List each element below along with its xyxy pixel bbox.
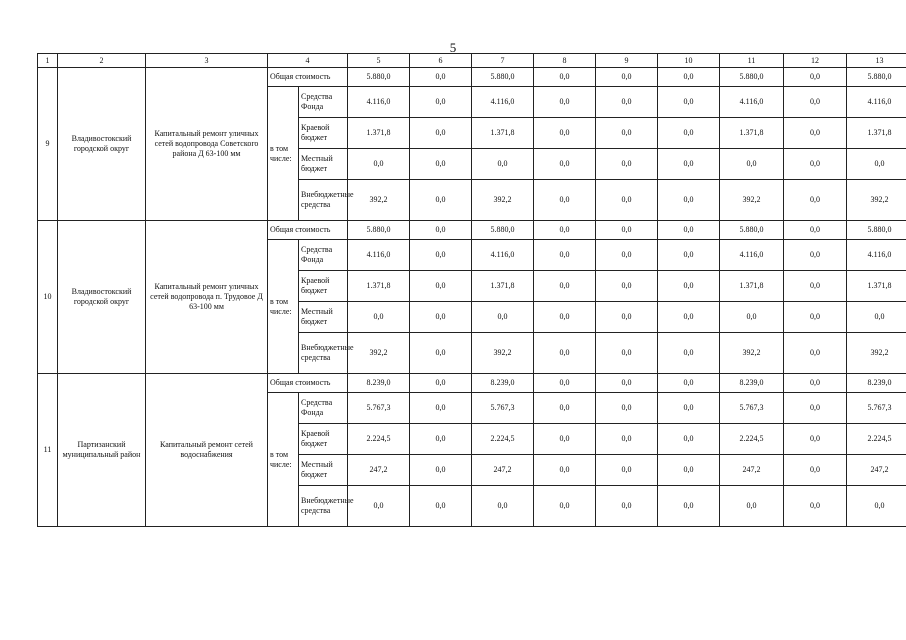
value-cell: 5.880,0 xyxy=(720,68,784,87)
value-cell: 8.239,0 xyxy=(348,374,410,393)
including-label: в том числе: xyxy=(268,393,299,527)
value-cell: 0,0 xyxy=(720,486,784,527)
project-name: Капитальный ремонт уличных сетей водопровода п. Трудовое Д 63-100 мм xyxy=(146,221,268,374)
value-cell: 0,0 xyxy=(596,393,658,424)
value-cell: 0,0 xyxy=(658,424,720,455)
value-cell: 0,0 xyxy=(784,302,847,333)
column-number: 8 xyxy=(534,54,596,68)
funding-source-label: Средства Фонда xyxy=(299,87,348,118)
value-cell: 0,0 xyxy=(534,180,596,221)
including-label: в том числе: xyxy=(268,87,299,221)
value-cell: 392,2 xyxy=(472,180,534,221)
municipality-name: Партизанский муниципальный район xyxy=(58,374,146,527)
value-cell: 392,2 xyxy=(472,333,534,374)
value-cell: 0,0 xyxy=(410,486,472,527)
column-number: 13 xyxy=(847,54,906,68)
value-cell: 0,0 xyxy=(658,333,720,374)
value-cell: 0,0 xyxy=(658,149,720,180)
value-cell: 0,0 xyxy=(410,271,472,302)
table-row xyxy=(38,221,906,240)
column-number: 4 xyxy=(268,54,348,68)
value-cell: 0,0 xyxy=(658,240,720,271)
value-cell: 0,0 xyxy=(410,424,472,455)
value-cell: 0,0 xyxy=(658,87,720,118)
value-cell: 0,0 xyxy=(847,149,906,180)
value-cell: 0,0 xyxy=(784,180,847,221)
value-cell: 392,2 xyxy=(720,180,784,221)
value-cell: 0,0 xyxy=(784,68,847,87)
value-cell: 0,0 xyxy=(534,424,596,455)
column-number: 10 xyxy=(658,54,720,68)
value-cell: 0,0 xyxy=(658,374,720,393)
column-number-row xyxy=(38,54,906,68)
value-cell: 5.880,0 xyxy=(348,68,410,87)
value-cell: 0,0 xyxy=(658,180,720,221)
value-cell: 1.371,8 xyxy=(472,271,534,302)
value-cell: 4.116,0 xyxy=(472,240,534,271)
value-cell: 0,0 xyxy=(534,302,596,333)
value-cell: 0,0 xyxy=(658,393,720,424)
value-cell: 0,0 xyxy=(410,149,472,180)
value-cell: 0,0 xyxy=(410,180,472,221)
municipality-name: Владивостокский городской округ xyxy=(58,221,146,374)
value-cell: 0,0 xyxy=(410,68,472,87)
page-number: 5 xyxy=(449,40,457,55)
value-cell: 0,0 xyxy=(658,271,720,302)
value-cell: 1.371,8 xyxy=(847,271,906,302)
value-cell: 0,0 xyxy=(784,271,847,302)
value-cell: 0,0 xyxy=(534,68,596,87)
value-cell: 8.239,0 xyxy=(847,374,906,393)
value-cell: 0,0 xyxy=(784,455,847,486)
funding-source-label: Внебюджетные средства xyxy=(299,180,348,221)
column-number: 1 xyxy=(38,54,58,68)
value-cell: 0,0 xyxy=(410,455,472,486)
value-cell: 8.239,0 xyxy=(472,374,534,393)
value-cell: 5.880,0 xyxy=(472,221,534,240)
value-cell: 0,0 xyxy=(596,68,658,87)
value-cell: 4.116,0 xyxy=(720,87,784,118)
value-cell: 0,0 xyxy=(658,68,720,87)
funding-source-label: Внебюджетные средства xyxy=(299,333,348,374)
value-cell: 0,0 xyxy=(534,271,596,302)
column-number: 11 xyxy=(720,54,784,68)
value-cell: 4.116,0 xyxy=(847,87,906,118)
including-label: в том числе: xyxy=(268,240,299,374)
value-cell: 2.224,5 xyxy=(348,424,410,455)
value-cell: 1.371,8 xyxy=(720,118,784,149)
funding-source-label: Краевой бюджет xyxy=(299,118,348,149)
project-name: Капитальный ремонт уличных сетей водопровода Советского района Д 63-100 мм xyxy=(146,68,268,221)
value-cell: 0,0 xyxy=(534,455,596,486)
row-number: 9 xyxy=(38,68,58,221)
value-cell: 0,0 xyxy=(410,240,472,271)
value-cell: 0,0 xyxy=(596,374,658,393)
value-cell: 0,0 xyxy=(596,333,658,374)
value-cell: 0,0 xyxy=(534,486,596,527)
funding-source-label: Средства Фонда xyxy=(299,240,348,271)
value-cell: 0,0 xyxy=(534,240,596,271)
municipality-name: Владивостокский городской округ xyxy=(58,68,146,221)
value-cell: 0,0 xyxy=(410,221,472,240)
value-cell: 0,0 xyxy=(534,118,596,149)
value-cell: 0,0 xyxy=(410,118,472,149)
column-number: 6 xyxy=(410,54,472,68)
value-cell: 0,0 xyxy=(534,221,596,240)
funding-source-label: Внебюджетные средства xyxy=(299,486,348,527)
value-cell: 5.767,3 xyxy=(720,393,784,424)
value-cell: 5.767,3 xyxy=(847,393,906,424)
column-number: 3 xyxy=(146,54,268,68)
value-cell: 5.880,0 xyxy=(847,221,906,240)
value-cell: 0,0 xyxy=(784,240,847,271)
value-cell: 0,0 xyxy=(348,486,410,527)
value-cell: 1.371,8 xyxy=(720,271,784,302)
value-cell: 0,0 xyxy=(534,333,596,374)
value-cell: 0,0 xyxy=(472,149,534,180)
total-cost-label: Общая стоимость xyxy=(268,221,348,240)
total-cost-label: Общая стоимость xyxy=(268,374,348,393)
value-cell: 0,0 xyxy=(596,240,658,271)
value-cell: 0,0 xyxy=(596,87,658,118)
value-cell: 5.880,0 xyxy=(847,68,906,87)
value-cell: 0,0 xyxy=(534,374,596,393)
value-cell: 1.371,8 xyxy=(348,118,410,149)
value-cell: 0,0 xyxy=(784,424,847,455)
value-cell: 8.239,0 xyxy=(720,374,784,393)
value-cell: 0,0 xyxy=(596,302,658,333)
value-cell: 0,0 xyxy=(348,302,410,333)
value-cell: 5.767,3 xyxy=(472,393,534,424)
value-cell: 0,0 xyxy=(784,87,847,118)
value-cell: 0,0 xyxy=(784,118,847,149)
value-cell: 1.371,8 xyxy=(472,118,534,149)
table-row xyxy=(38,374,906,393)
funding-source-label: Местный бюджет xyxy=(299,455,348,486)
value-cell: 0,0 xyxy=(410,302,472,333)
value-cell: 0,0 xyxy=(784,374,847,393)
value-cell: 0,0 xyxy=(784,149,847,180)
value-cell: 4.116,0 xyxy=(348,240,410,271)
value-cell: 0,0 xyxy=(784,393,847,424)
value-cell: 4.116,0 xyxy=(847,240,906,271)
value-cell: 0,0 xyxy=(596,271,658,302)
value-cell: 247,2 xyxy=(847,455,906,486)
value-cell: 0,0 xyxy=(847,302,906,333)
value-cell: 5.880,0 xyxy=(720,221,784,240)
value-cell: 2.224,5 xyxy=(472,424,534,455)
column-number: 9 xyxy=(596,54,658,68)
row-number: 11 xyxy=(38,374,58,527)
value-cell: 2.224,5 xyxy=(847,424,906,455)
value-cell: 0,0 xyxy=(658,221,720,240)
value-cell: 1.371,8 xyxy=(348,271,410,302)
value-cell: 392,2 xyxy=(720,333,784,374)
column-number: 7 xyxy=(472,54,534,68)
value-cell: 0,0 xyxy=(534,393,596,424)
value-cell: 1.371,8 xyxy=(847,118,906,149)
value-cell: 0,0 xyxy=(658,118,720,149)
value-cell: 0,0 xyxy=(534,149,596,180)
column-number: 5 xyxy=(348,54,410,68)
value-cell: 247,2 xyxy=(472,455,534,486)
value-cell: 0,0 xyxy=(596,221,658,240)
row-number: 10 xyxy=(38,221,58,374)
value-cell: 392,2 xyxy=(348,180,410,221)
value-cell: 247,2 xyxy=(348,455,410,486)
value-cell: 0,0 xyxy=(596,486,658,527)
value-cell: 0,0 xyxy=(472,302,534,333)
value-cell: 0,0 xyxy=(472,486,534,527)
value-cell: 392,2 xyxy=(847,333,906,374)
value-cell: 4.116,0 xyxy=(720,240,784,271)
value-cell: 0,0 xyxy=(410,333,472,374)
value-cell: 0,0 xyxy=(784,333,847,374)
project-name: Капитальный ремонт сетей водоснабжения xyxy=(146,374,268,527)
value-cell: 0,0 xyxy=(658,486,720,527)
value-cell: 5.880,0 xyxy=(472,68,534,87)
value-cell: 0,0 xyxy=(596,180,658,221)
value-cell: 0,0 xyxy=(596,455,658,486)
value-cell: 0,0 xyxy=(410,393,472,424)
value-cell: 0,0 xyxy=(658,302,720,333)
value-cell: 0,0 xyxy=(784,221,847,240)
value-cell: 247,2 xyxy=(720,455,784,486)
value-cell: 4.116,0 xyxy=(472,87,534,118)
funding-source-label: Местный бюджет xyxy=(299,302,348,333)
value-cell: 5.880,0 xyxy=(348,221,410,240)
table-row xyxy=(38,68,906,87)
column-number: 12 xyxy=(784,54,847,68)
value-cell: 0,0 xyxy=(596,118,658,149)
value-cell: 0,0 xyxy=(720,149,784,180)
value-cell: 0,0 xyxy=(410,374,472,393)
value-cell: 0,0 xyxy=(720,302,784,333)
value-cell: 2.224,5 xyxy=(720,424,784,455)
value-cell: 0,0 xyxy=(596,149,658,180)
funding-source-label: Средства Фонда xyxy=(299,393,348,424)
value-cell: 0,0 xyxy=(658,455,720,486)
funding-source-label: Краевой бюджет xyxy=(299,424,348,455)
value-cell: 5.767,3 xyxy=(348,393,410,424)
total-cost-label: Общая стоимость xyxy=(268,68,348,87)
value-cell: 0,0 xyxy=(847,486,906,527)
value-cell: 392,2 xyxy=(847,180,906,221)
value-cell: 0,0 xyxy=(596,424,658,455)
value-cell: 0,0 xyxy=(410,87,472,118)
value-cell: 0,0 xyxy=(784,486,847,527)
column-number: 2 xyxy=(58,54,146,68)
value-cell: 0,0 xyxy=(348,149,410,180)
value-cell: 4.116,0 xyxy=(348,87,410,118)
value-cell: 0,0 xyxy=(534,87,596,118)
value-cell: 392,2 xyxy=(348,333,410,374)
funding-table xyxy=(37,53,906,527)
funding-source-label: Краевой бюджет xyxy=(299,271,348,302)
funding-source-label: Местный бюджет xyxy=(299,149,348,180)
